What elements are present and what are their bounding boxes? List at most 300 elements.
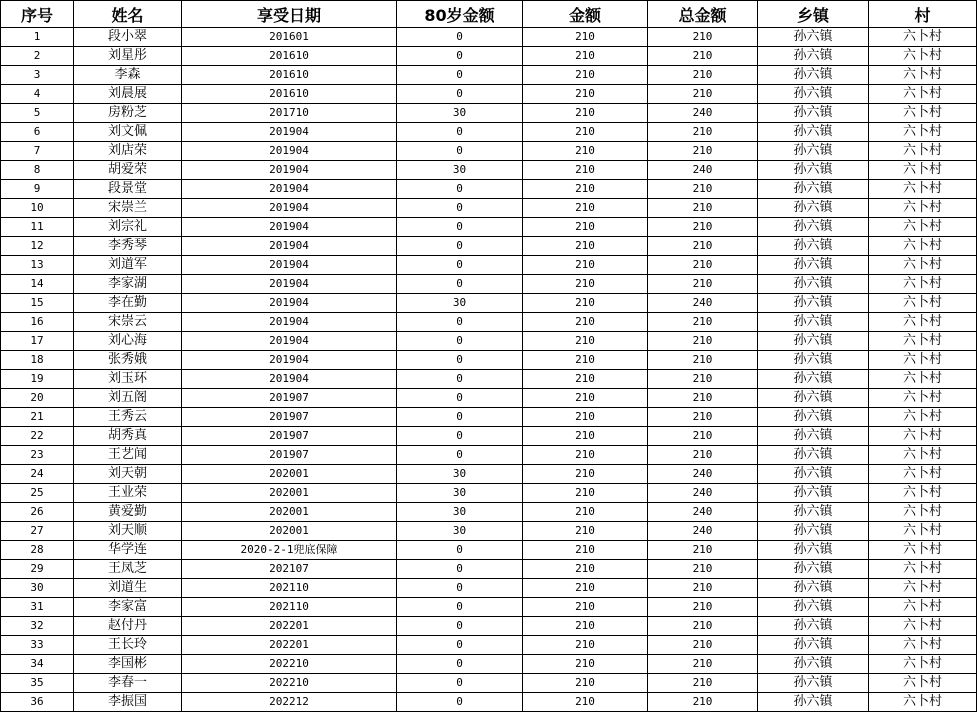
table-row xyxy=(1,465,977,484)
cell-amount: 210 xyxy=(523,484,648,503)
cell-index: 34 xyxy=(1,655,74,674)
cell-index: 4 xyxy=(1,85,74,104)
cell-total: 240 xyxy=(648,161,758,180)
cell-name: 黄爱勤 xyxy=(74,503,182,522)
cell-age80-amount: 0 xyxy=(397,427,523,446)
cell-date: 201601 xyxy=(182,28,397,47)
table-row xyxy=(1,66,977,85)
cell-date: 202001 xyxy=(182,484,397,503)
cell-amount: 210 xyxy=(523,218,648,237)
cell-name: 李国彬 xyxy=(74,655,182,674)
cell-index: 25 xyxy=(1,484,74,503)
cell-total: 210 xyxy=(648,693,758,712)
cell-age80-amount: 0 xyxy=(397,123,523,142)
cell-date: 201907 xyxy=(182,446,397,465)
cell-village: 六卜村 xyxy=(869,351,977,370)
cell-amount: 210 xyxy=(523,199,648,218)
cell-date: 201904 xyxy=(182,256,397,275)
cell-date: 201904 xyxy=(182,275,397,294)
cell-name: 王凤芝 xyxy=(74,560,182,579)
cell-date: 201904 xyxy=(182,123,397,142)
cell-town: 孙六镇 xyxy=(758,180,869,199)
cell-index: 2 xyxy=(1,47,74,66)
cell-town: 孙六镇 xyxy=(758,370,869,389)
cell-town: 孙六镇 xyxy=(758,389,869,408)
cell-index: 31 xyxy=(1,598,74,617)
cell-total: 210 xyxy=(648,85,758,104)
cell-index: 32 xyxy=(1,617,74,636)
cell-village: 六卜村 xyxy=(869,237,977,256)
header-date: 享受日期 xyxy=(182,1,397,28)
cell-name: 刘店荣 xyxy=(74,142,182,161)
cell-total: 210 xyxy=(648,598,758,617)
cell-town: 孙六镇 xyxy=(758,218,869,237)
table-row xyxy=(1,655,977,674)
cell-date: 202212 xyxy=(182,693,397,712)
cell-town: 孙六镇 xyxy=(758,256,869,275)
cell-village: 六卜村 xyxy=(869,541,977,560)
cell-index: 24 xyxy=(1,465,74,484)
cell-name: 胡爱荣 xyxy=(74,161,182,180)
cell-amount: 210 xyxy=(523,674,648,693)
cell-village: 六卜村 xyxy=(869,85,977,104)
cell-amount: 210 xyxy=(523,161,648,180)
cell-village: 六卜村 xyxy=(869,503,977,522)
table-row xyxy=(1,427,977,446)
cell-index: 7 xyxy=(1,142,74,161)
cell-date: 201710 xyxy=(182,104,397,123)
cell-age80-amount: 0 xyxy=(397,389,523,408)
cell-village: 六卜村 xyxy=(869,617,977,636)
cell-name: 李秀琴 xyxy=(74,237,182,256)
cell-town: 孙六镇 xyxy=(758,427,869,446)
table-row xyxy=(1,294,977,313)
cell-town: 孙六镇 xyxy=(758,28,869,47)
cell-age80-amount: 0 xyxy=(397,617,523,636)
cell-town: 孙六镇 xyxy=(758,522,869,541)
cell-town: 孙六镇 xyxy=(758,85,869,104)
cell-name: 李森 xyxy=(74,66,182,85)
cell-index: 21 xyxy=(1,408,74,427)
cell-age80-amount: 30 xyxy=(397,522,523,541)
cell-age80-amount: 30 xyxy=(397,294,523,313)
header-total: 总金额 xyxy=(648,1,758,28)
cell-total: 240 xyxy=(648,104,758,123)
cell-total: 210 xyxy=(648,617,758,636)
cell-village: 六卜村 xyxy=(869,28,977,47)
cell-age80-amount: 0 xyxy=(397,28,523,47)
cell-date: 202210 xyxy=(182,674,397,693)
cell-town: 孙六镇 xyxy=(758,636,869,655)
cell-total: 210 xyxy=(648,313,758,332)
cell-index: 5 xyxy=(1,104,74,123)
table-header xyxy=(1,1,977,28)
cell-town: 孙六镇 xyxy=(758,560,869,579)
cell-amount: 210 xyxy=(523,579,648,598)
table-row xyxy=(1,275,977,294)
cell-amount: 210 xyxy=(523,598,648,617)
table-row xyxy=(1,560,977,579)
cell-town: 孙六镇 xyxy=(758,598,869,617)
cell-total: 210 xyxy=(648,560,758,579)
cell-index: 10 xyxy=(1,199,74,218)
cell-amount: 210 xyxy=(523,28,648,47)
cell-index: 17 xyxy=(1,332,74,351)
cell-age80-amount: 0 xyxy=(397,180,523,199)
cell-amount: 210 xyxy=(523,47,648,66)
cell-amount: 210 xyxy=(523,237,648,256)
cell-village: 六卜村 xyxy=(869,693,977,712)
cell-index: 27 xyxy=(1,522,74,541)
cell-name: 胡秀真 xyxy=(74,427,182,446)
cell-date: 201904 xyxy=(182,142,397,161)
cell-date: 201610 xyxy=(182,66,397,85)
cell-age80-amount: 0 xyxy=(397,256,523,275)
cell-age80-amount: 30 xyxy=(397,465,523,484)
cell-total: 210 xyxy=(648,256,758,275)
cell-index: 30 xyxy=(1,579,74,598)
table-row xyxy=(1,85,977,104)
cell-index: 20 xyxy=(1,389,74,408)
cell-town: 孙六镇 xyxy=(758,484,869,503)
cell-age80-amount: 30 xyxy=(397,484,523,503)
cell-village: 六卜村 xyxy=(869,313,977,332)
table-row xyxy=(1,503,977,522)
cell-amount: 210 xyxy=(523,427,648,446)
cell-town: 孙六镇 xyxy=(758,503,869,522)
header-age80-amount: 80岁金额 xyxy=(397,1,523,28)
cell-amount: 210 xyxy=(523,180,648,199)
cell-village: 六卜村 xyxy=(869,560,977,579)
cell-amount: 210 xyxy=(523,522,648,541)
cell-town: 孙六镇 xyxy=(758,142,869,161)
cell-name: 李家湖 xyxy=(74,275,182,294)
cell-name: 宋崇云 xyxy=(74,313,182,332)
cell-index: 9 xyxy=(1,180,74,199)
header-index: 序号 xyxy=(1,1,74,28)
table-row xyxy=(1,104,977,123)
cell-name: 刘晨展 xyxy=(74,85,182,104)
cell-name: 华学连 xyxy=(74,541,182,560)
cell-amount: 210 xyxy=(523,142,648,161)
cell-date: 202210 xyxy=(182,655,397,674)
cell-town: 孙六镇 xyxy=(758,693,869,712)
cell-name: 刘心海 xyxy=(74,332,182,351)
cell-index: 19 xyxy=(1,370,74,389)
cell-village: 六卜村 xyxy=(869,636,977,655)
table-row xyxy=(1,142,977,161)
cell-date: 201904 xyxy=(182,218,397,237)
cell-name: 刘星彤 xyxy=(74,47,182,66)
cell-date: 201610 xyxy=(182,85,397,104)
cell-town: 孙六镇 xyxy=(758,541,869,560)
cell-amount: 210 xyxy=(523,389,648,408)
cell-amount: 210 xyxy=(523,85,648,104)
table-row xyxy=(1,123,977,142)
cell-total: 240 xyxy=(648,522,758,541)
cell-total: 210 xyxy=(648,28,758,47)
cell-amount: 210 xyxy=(523,351,648,370)
cell-name: 李春一 xyxy=(74,674,182,693)
cell-index: 14 xyxy=(1,275,74,294)
table-row xyxy=(1,47,977,66)
cell-name: 刘文佩 xyxy=(74,123,182,142)
cell-index: 18 xyxy=(1,351,74,370)
cell-name: 段景堂 xyxy=(74,180,182,199)
cell-index: 16 xyxy=(1,313,74,332)
table-row xyxy=(1,237,977,256)
cell-age80-amount: 0 xyxy=(397,218,523,237)
cell-name: 李在勤 xyxy=(74,294,182,313)
cell-name: 赵付丹 xyxy=(74,617,182,636)
cell-town: 孙六镇 xyxy=(758,465,869,484)
cell-total: 240 xyxy=(648,503,758,522)
cell-amount: 210 xyxy=(523,541,648,560)
cell-name: 段小翠 xyxy=(74,28,182,47)
cell-village: 六卜村 xyxy=(869,427,977,446)
cell-date: 202110 xyxy=(182,579,397,598)
cell-village: 六卜村 xyxy=(869,294,977,313)
cell-total: 210 xyxy=(648,123,758,142)
cell-amount: 210 xyxy=(523,332,648,351)
cell-index: 29 xyxy=(1,560,74,579)
cell-village: 六卜村 xyxy=(869,332,977,351)
cell-date: 202001 xyxy=(182,465,397,484)
cell-village: 六卜村 xyxy=(869,180,977,199)
cell-age80-amount: 0 xyxy=(397,446,523,465)
table-row xyxy=(1,389,977,408)
cell-village: 六卜村 xyxy=(869,275,977,294)
cell-index: 6 xyxy=(1,123,74,142)
cell-index: 28 xyxy=(1,541,74,560)
cell-total: 210 xyxy=(648,199,758,218)
table-row xyxy=(1,256,977,275)
table-row xyxy=(1,446,977,465)
cell-total: 210 xyxy=(648,66,758,85)
cell-index: 1 xyxy=(1,28,74,47)
cell-date: 202201 xyxy=(182,617,397,636)
cell-name: 王长玲 xyxy=(74,636,182,655)
cell-total: 210 xyxy=(648,579,758,598)
cell-index: 33 xyxy=(1,636,74,655)
cell-total: 210 xyxy=(648,332,758,351)
cell-name: 张秀娥 xyxy=(74,351,182,370)
cell-village: 六卜村 xyxy=(869,142,977,161)
cell-town: 孙六镇 xyxy=(758,47,869,66)
cell-village: 六卜村 xyxy=(869,408,977,427)
cell-town: 孙六镇 xyxy=(758,579,869,598)
cell-total: 210 xyxy=(648,47,758,66)
table-row xyxy=(1,522,977,541)
table-body xyxy=(1,28,977,712)
cell-date: 202107 xyxy=(182,560,397,579)
cell-town: 孙六镇 xyxy=(758,237,869,256)
cell-village: 六卜村 xyxy=(869,104,977,123)
cell-name: 李家富 xyxy=(74,598,182,617)
cell-date: 201904 xyxy=(182,313,397,332)
cell-date: 201904 xyxy=(182,199,397,218)
table-row xyxy=(1,351,977,370)
cell-age80-amount: 0 xyxy=(397,332,523,351)
table-row xyxy=(1,180,977,199)
cell-name: 王秀云 xyxy=(74,408,182,427)
cell-village: 六卜村 xyxy=(869,161,977,180)
cell-date: 2020-2-1兜底保障 xyxy=(182,541,397,560)
cell-town: 孙六镇 xyxy=(758,674,869,693)
cell-index: 26 xyxy=(1,503,74,522)
cell-date: 201907 xyxy=(182,408,397,427)
cell-index: 12 xyxy=(1,237,74,256)
cell-name: 李振国 xyxy=(74,693,182,712)
cell-age80-amount: 0 xyxy=(397,313,523,332)
table-row xyxy=(1,408,977,427)
cell-total: 210 xyxy=(648,237,758,256)
cell-village: 六卜村 xyxy=(869,199,977,218)
cell-date: 201904 xyxy=(182,294,397,313)
cell-amount: 210 xyxy=(523,256,648,275)
cell-age80-amount: 0 xyxy=(397,370,523,389)
table-row xyxy=(1,218,977,237)
header-village: 村 xyxy=(869,1,977,28)
table-row xyxy=(1,674,977,693)
cell-index: 35 xyxy=(1,674,74,693)
cell-index: 36 xyxy=(1,693,74,712)
cell-age80-amount: 0 xyxy=(397,351,523,370)
cell-age80-amount: 0 xyxy=(397,237,523,256)
table-row xyxy=(1,541,977,560)
cell-total: 210 xyxy=(648,218,758,237)
cell-age80-amount: 0 xyxy=(397,674,523,693)
cell-name: 刘五阁 xyxy=(74,389,182,408)
cell-date: 201904 xyxy=(182,370,397,389)
cell-village: 六卜村 xyxy=(869,655,977,674)
table-row xyxy=(1,598,977,617)
cell-amount: 210 xyxy=(523,560,648,579)
cell-town: 孙六镇 xyxy=(758,655,869,674)
cell-village: 六卜村 xyxy=(869,522,977,541)
table-row xyxy=(1,617,977,636)
cell-index: 3 xyxy=(1,66,74,85)
cell-name: 王业荣 xyxy=(74,484,182,503)
cell-total: 210 xyxy=(648,275,758,294)
cell-amount: 210 xyxy=(523,66,648,85)
table-row xyxy=(1,579,977,598)
cell-name: 刘玉环 xyxy=(74,370,182,389)
cell-amount: 210 xyxy=(523,655,648,674)
cell-total: 210 xyxy=(648,142,758,161)
cell-age80-amount: 0 xyxy=(397,598,523,617)
cell-village: 六卜村 xyxy=(869,465,977,484)
cell-age80-amount: 0 xyxy=(397,579,523,598)
cell-town: 孙六镇 xyxy=(758,161,869,180)
cell-town: 孙六镇 xyxy=(758,294,869,313)
cell-village: 六卜村 xyxy=(869,218,977,237)
cell-date: 201904 xyxy=(182,351,397,370)
cell-amount: 210 xyxy=(523,465,648,484)
cell-town: 孙六镇 xyxy=(758,408,869,427)
cell-village: 六卜村 xyxy=(869,579,977,598)
cell-amount: 210 xyxy=(523,275,648,294)
cell-date: 201904 xyxy=(182,237,397,256)
cell-total: 210 xyxy=(648,541,758,560)
cell-age80-amount: 30 xyxy=(397,503,523,522)
cell-town: 孙六镇 xyxy=(758,66,869,85)
cell-town: 孙六镇 xyxy=(758,313,869,332)
cell-amount: 210 xyxy=(523,294,648,313)
cell-village: 六卜村 xyxy=(869,674,977,693)
cell-date: 201904 xyxy=(182,161,397,180)
cell-village: 六卜村 xyxy=(869,47,977,66)
cell-total: 210 xyxy=(648,351,758,370)
table-row xyxy=(1,693,977,712)
cell-total: 210 xyxy=(648,674,758,693)
cell-amount: 210 xyxy=(523,408,648,427)
cell-amount: 210 xyxy=(523,370,648,389)
cell-total: 210 xyxy=(648,389,758,408)
cell-name: 宋崇兰 xyxy=(74,199,182,218)
cell-town: 孙六镇 xyxy=(758,446,869,465)
cell-age80-amount: 0 xyxy=(397,408,523,427)
cell-age80-amount: 0 xyxy=(397,541,523,560)
cell-age80-amount: 0 xyxy=(397,655,523,674)
cell-index: 8 xyxy=(1,161,74,180)
cell-age80-amount: 0 xyxy=(397,66,523,85)
cell-age80-amount: 0 xyxy=(397,560,523,579)
cell-town: 孙六镇 xyxy=(758,332,869,351)
cell-age80-amount: 0 xyxy=(397,275,523,294)
cell-amount: 210 xyxy=(523,123,648,142)
cell-town: 孙六镇 xyxy=(758,123,869,142)
cell-date: 202001 xyxy=(182,522,397,541)
cell-amount: 210 xyxy=(523,693,648,712)
cell-amount: 210 xyxy=(523,313,648,332)
cell-village: 六卜村 xyxy=(869,598,977,617)
cell-amount: 210 xyxy=(523,446,648,465)
cell-village: 六卜村 xyxy=(869,446,977,465)
cell-total: 210 xyxy=(648,180,758,199)
cell-name: 刘天顺 xyxy=(74,522,182,541)
cell-date: 202110 xyxy=(182,598,397,617)
cell-index: 22 xyxy=(1,427,74,446)
cell-village: 六卜村 xyxy=(869,389,977,408)
cell-name: 房粉芝 xyxy=(74,104,182,123)
cell-town: 孙六镇 xyxy=(758,104,869,123)
cell-town: 孙六镇 xyxy=(758,617,869,636)
table-row xyxy=(1,636,977,655)
cell-village: 六卜村 xyxy=(869,256,977,275)
cell-date: 202201 xyxy=(182,636,397,655)
cell-town: 孙六镇 xyxy=(758,199,869,218)
cell-village: 六卜村 xyxy=(869,123,977,142)
cell-village: 六卜村 xyxy=(869,66,977,85)
cell-name: 刘宗礼 xyxy=(74,218,182,237)
table-row xyxy=(1,484,977,503)
cell-total: 240 xyxy=(648,484,758,503)
cell-index: 15 xyxy=(1,294,74,313)
cell-date: 202001 xyxy=(182,503,397,522)
table-row xyxy=(1,199,977,218)
cell-amount: 210 xyxy=(523,503,648,522)
cell-total: 210 xyxy=(648,370,758,389)
cell-date: 201907 xyxy=(182,389,397,408)
table-row xyxy=(1,332,977,351)
cell-age80-amount: 0 xyxy=(397,636,523,655)
cell-total: 240 xyxy=(648,294,758,313)
cell-name: 刘天朝 xyxy=(74,465,182,484)
cell-age80-amount: 0 xyxy=(397,142,523,161)
cell-amount: 210 xyxy=(523,617,648,636)
cell-village: 六卜村 xyxy=(869,370,977,389)
